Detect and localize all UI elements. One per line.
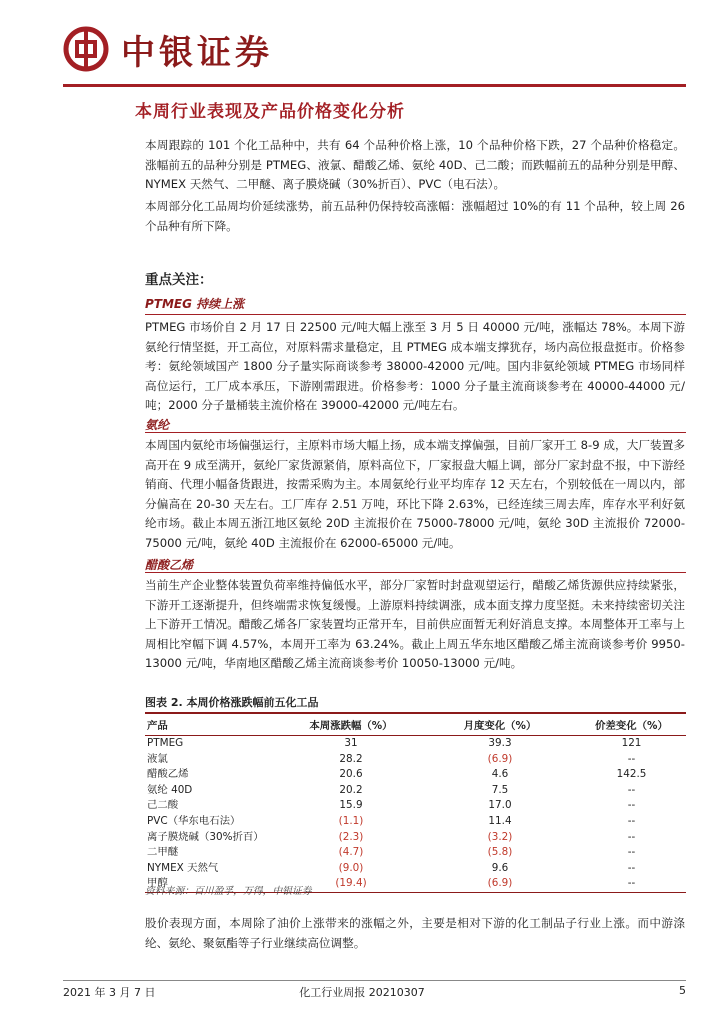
table-cell: 醋酸乙烯 — [147, 768, 189, 781]
table-cell: 液氯 — [147, 752, 168, 765]
table-row — [145, 798, 686, 814]
table-cell: (19.4) — [279, 876, 423, 892]
table-cell: (9.0) — [338, 861, 364, 874]
table-cell: 己二酸 — [147, 799, 179, 812]
focus-text-spandex: 本周国内氨纶市场偏强运行，主原料市场大幅上扬，成本端支撑偏强，目前厂家开工 8-9 成，大厂装置多高开在 9 成至满开，氨纶厂家货源紧俏，原料高位下，厂家报盘大幅上调，部分厂家封盘不报，中下游经销商、代理小幅备货跟进，按需采购为主。本周氨纶行业平均库存 12 天左右，个别较低在一周以内，部分偏高在 20-30 天左右。工厂库存 2.51 万吨，环比下降 2.63%，已经连续三周去库，库存水平利好氨纶市场。截止本周五浙江地区氨纶 20D 主流报价在 75000-78000 元/吨，氨纶 30D 主流报价 72000-75000 元/吨，氨纶 40D 主流报价在 62000-65000 元/吨。 — [145, 438, 685, 550]
header-logo — [63, 24, 273, 74]
table-cell: 20.2 — [339, 783, 363, 796]
footer-rule — [63, 980, 686, 981]
focus-divider — [145, 432, 686, 433]
table-cell: 31 — [344, 737, 358, 749]
intro-paragraph-2: 本周部分化工品周均价延续涨势，前五品种仍保持较高涨幅：涨幅超过 10%的有 11 个品种，较上周 26 个品种有所下降。 — [145, 199, 685, 233]
table-row — [145, 752, 686, 768]
bank-of-china-logo-icon — [63, 26, 109, 72]
table-cell: -- — [627, 846, 636, 859]
table-cell: (4.7) — [338, 846, 364, 859]
table-cell: (5.8) — [487, 846, 513, 859]
footer-report-name: 化工行业周报 20210307 — [299, 986, 425, 999]
table-cell: (2.3) — [338, 830, 364, 843]
table-cell: 4.6 — [491, 768, 509, 781]
focus-heading-spandex: 氨纶 — [145, 418, 170, 432]
table-header: 价差变化（%） — [577, 713, 686, 736]
table-row — [145, 845, 686, 861]
table-cell: 二甲醚 — [147, 846, 179, 859]
table-cell: 28.2 — [339, 752, 363, 765]
focus-heading-vinyl-acetate: 醋酸乙烯 — [145, 558, 194, 572]
table-cell: 39.3 — [488, 737, 512, 749]
focus-text-ptmeg: PTMEG 市场价自 2 月 17 日 22500 元/吨大幅上涨至 3 月 5 日 40000 元/吨，涨幅达 78%。本周下游氨纶行情坚挺，开工高位，对原料需求量稳定，且 PTMEG 成本端支撑犹存，场内高位报盘挺市。价格参考：氨纶领域国产 1800 分子量实际商谈参考 38000-42000 元/吨。国内非氨纶领域 PTMEG 市场同样高位运行，工厂成本承压，下游刚需跟进。价格参考：1000 分子量主流商谈参考在 40000-44000 元/吨；2000 分子量桶装主流价格在 39000-42000 元/吨左右。 — [145, 320, 685, 413]
table-cell: 17.0 — [488, 799, 512, 812]
focus-divider — [145, 314, 686, 315]
table-row — [145, 736, 686, 752]
table-cell: 9.6 — [491, 861, 509, 874]
table-cell: (6.9) — [487, 752, 513, 765]
table-title: 图表 2. 本周价格涨跌幅前五化工品 — [145, 696, 319, 709]
closing-paragraph: 股价表现方面，本周除了油价上涨带来的涨幅之外，主要是相对下游的化工制品子行业上涨。而中游涤纶、氨纶、聚氨酯等子行业继续高位调整。 — [145, 916, 685, 950]
table-cell: -- — [577, 876, 686, 892]
focus-title: 重点关注： — [145, 272, 213, 288]
table-cell: -- — [627, 799, 636, 812]
header-rule — [63, 84, 686, 87]
intro-paragraph-1: 本周跟踪的 101 个化工品种中，共有 64 个品种价格上涨，10 个品种价格下跌，27 个品种价格稳定。涨幅前五的品种分别是 PTMEG、液氯、醋酸乙烯、氨纶 40D、己二酸；而跌幅前五的品种分别是甲醇、NYMEX 天然气、二甲醚、离子膜烧碱（30%折百）、PVC（电石法）。 — [145, 138, 685, 192]
brand-name: 中银证券 — [121, 32, 273, 73]
table-cell: 7.5 — [491, 783, 509, 796]
price-change-table — [145, 712, 686, 893]
table-cell: NYMEX 天然气 — [147, 861, 219, 874]
table-source: 资料来源：百川盈孚，万得，中银证券 — [145, 886, 312, 897]
table-header-row — [145, 713, 686, 736]
table-cell: (1.1) — [338, 814, 364, 827]
table-cell: 20.6 — [339, 768, 363, 781]
footer-page-number: 5 — [679, 984, 686, 997]
table-cell: (6.9) — [423, 876, 577, 892]
section-title: 本周行业表现及产品价格变化分析 — [135, 102, 405, 122]
table-header: 本周涨跌幅（%） — [279, 713, 423, 736]
table-row — [145, 767, 686, 783]
table-cell: PVC（华东电石法） — [147, 814, 241, 827]
table-cell: 甲醇 — [145, 876, 279, 892]
table-cell: 离子膜烧碱（30%折百） — [147, 830, 264, 843]
table-row — [145, 861, 686, 877]
table-row — [145, 830, 686, 846]
table-cell: -- — [627, 814, 636, 827]
table-cell: 142.5 — [616, 768, 647, 781]
table-row — [145, 814, 686, 830]
focus-text-vinyl-acetate: 当前生产企业整体装置负荷率维持偏低水平，部分厂家暂时封盘观望运行，醋酸乙烯货源供应持续紧张，下游开工逐渐提升，但终端需求恢复缓慢。上游原料持续调涨，成本面支撑力度坚挺。未来持续密切关注上下游开工情况。醋酸乙烯各厂家装置均正常开车，目前供应面暂无利好消息支撑。本周整体开工率与上周相比窄幅下调 4.57%，本周开工率为 63.24%。截止上周五华东地区醋酸乙烯主流商谈参考价 9950-13000 元/吨，华南地区醋酸乙烯主流商谈参考价 10050-13000 元/吨。 — [145, 578, 685, 671]
table-cell: 121 — [621, 737, 642, 749]
table-header: 月度变化（%） — [423, 713, 577, 736]
table-cell: (3.2) — [487, 830, 513, 843]
table-row — [145, 783, 686, 799]
table-cell: -- — [627, 752, 636, 765]
footer-date: 2021 年 3 月 7 日 — [63, 986, 156, 999]
table-cell: -- — [627, 830, 636, 843]
table-cell: 11.4 — [488, 814, 512, 827]
table-cell: 氨纶 40D — [147, 783, 193, 796]
table-cell: -- — [627, 861, 636, 874]
table-header: 产品 — [145, 713, 279, 736]
table-cell: -- — [627, 783, 636, 796]
focus-heading-ptmeg: PTMEG 持续上涨 — [145, 297, 245, 311]
focus-divider — [145, 572, 686, 573]
table-cell: 15.9 — [339, 799, 363, 812]
table-cell: PTMEG — [147, 737, 184, 749]
